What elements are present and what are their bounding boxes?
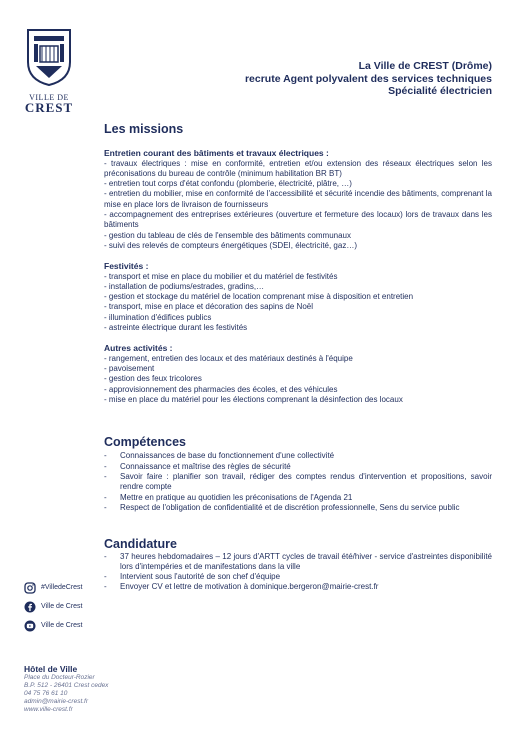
list-item: - transport, mise en place et décoration des sapins de Noël xyxy=(104,302,314,312)
list-item: - transport et mise en place du mobilier et du matériel de festivités xyxy=(104,271,338,281)
competences-list xyxy=(104,451,492,513)
social-label: #VilledeCrest xyxy=(41,584,83,591)
list-item: - installation de podiums/estrades, gradins,… xyxy=(104,281,265,291)
list-item: - Respect de l'obligation de confidentialité et de discrétion professionnelle, Sens du service public xyxy=(104,503,492,513)
candidature-list xyxy=(104,552,492,593)
address-street: Place du Docteur-Rozier xyxy=(24,674,95,681)
city-logo xyxy=(24,28,74,114)
list-item: - entretien du mobilier, mise en conformité de l'accessibilité et sécurité incendie des bâtiments, comprenant la mise en place lors de livraison de fournisseurs xyxy=(104,189,492,209)
list-item: - entretien tout corps d'état confondu (plomberie, électricité, plâtre, …) xyxy=(104,179,352,189)
address-website[interactable]: www.ville-crest.fr xyxy=(24,706,73,713)
list-item: - pavoisement xyxy=(104,363,155,373)
social-youtube[interactable] xyxy=(24,616,83,635)
section-title-candidature: Candidature xyxy=(104,537,177,552)
list-item: - approvisionnement des pharmacies des écoles, et des véhicules xyxy=(104,384,338,394)
list-item: - Connaissance et maîtrise des règles de sécurité xyxy=(104,462,492,472)
job-description xyxy=(104,124,492,593)
facebook-icon xyxy=(24,601,36,613)
list-item: - mise en place du matériel pour les élections comprenant la désinfection des locaux xyxy=(104,394,403,404)
list-item: - gestion du tableau de clés de l'ensemble des bâtiments communaux xyxy=(104,230,352,240)
header-line-specialty: Spécialité électricien xyxy=(388,85,492,97)
address-title: Hôtel de Ville xyxy=(24,664,78,674)
list-item: - Savoir faire : planifier son travail, rédiger des comptes rendus d'intervention et propositions, savoir rendre compte xyxy=(104,472,492,493)
entretien-block xyxy=(104,148,492,251)
address-email[interactable]: admin@mairie-crest.fr xyxy=(24,698,89,705)
instagram-icon xyxy=(24,582,36,594)
list-item: - Connaissances de base du fonctionnement d'une collectivité xyxy=(104,451,492,461)
festivites-block xyxy=(104,261,492,333)
list-item: - illumination d'édifices publics xyxy=(104,312,212,322)
section-title-competences: Compétences xyxy=(104,435,186,450)
town-hall-address xyxy=(24,664,108,714)
social-label: Ville de Crest xyxy=(41,622,83,629)
list-item: - 37 heures hebdomadaires – 12 jours d'ARTT cycles de travail été/hiver - service d'astreintes disponibilité lors d'intempéries et de manifestations dans la ville xyxy=(104,552,492,573)
list-item: - accompagnement des entreprises extérieures (ouverture et fermeture des locaux) lors de travaux dans les bâtiments xyxy=(104,210,492,230)
list-item: - Intervient sous l'autorité de son chef d'équipe xyxy=(104,572,492,582)
list-item: - gestion des feux tricolores xyxy=(104,374,202,384)
festivites-heading: Festivités : xyxy=(104,261,149,272)
list-item: - travaux électriques : mise en conformité, entretien et/ou extension des réseaux électriques selon les préconisations du bureau de contrôle (minimum habilitation BR BT) xyxy=(104,158,492,178)
job-header xyxy=(245,60,492,98)
city-crest-icon xyxy=(26,28,72,86)
list-item: - gestion et stockage du matériel de location comprenant mise à disposition et entretien xyxy=(104,292,414,302)
list-item: - suivi des relevés de compteurs énergétiques (SDEI, électricité, gaz…) xyxy=(104,240,357,250)
list-item: - Envoyer CV et lettre de motivation à dominique.bergeron@mairie-crest.fr xyxy=(104,582,492,592)
list-item: - Mettre en pratique au quotidien les préconisations de l'Agenda 21 xyxy=(104,493,492,503)
entretien-heading: Entretien courant des bâtiments et travaux électriques : xyxy=(104,148,329,159)
social-facebook[interactable] xyxy=(24,597,83,616)
address-postal: B.P. 512 - 26401 Crest cedex xyxy=(24,682,109,689)
youtube-icon xyxy=(24,620,36,632)
social-links xyxy=(24,578,83,635)
list-item: - astreinte électrique durant les festivités xyxy=(104,323,248,333)
social-label: Ville de Crest xyxy=(41,603,83,610)
section-title-missions: Les missions xyxy=(104,122,184,136)
autres-heading: Autres activités : xyxy=(104,343,173,354)
header-line-job: recrute Agent polyvalent des services techniques xyxy=(244,72,492,85)
logo-text-ville-de: VILLE DE xyxy=(29,93,69,102)
social-instagram[interactable] xyxy=(24,578,83,597)
header-line-city: La Ville de CREST (Drôme) xyxy=(358,60,492,72)
autres-block xyxy=(104,343,492,405)
logo-text-crest: CREST xyxy=(24,100,74,115)
address-phone: 04 75 76 61 10 xyxy=(24,690,68,697)
list-item: - rangement, entretien des locaux et des matériaux destinés à l'équipe xyxy=(104,353,353,363)
